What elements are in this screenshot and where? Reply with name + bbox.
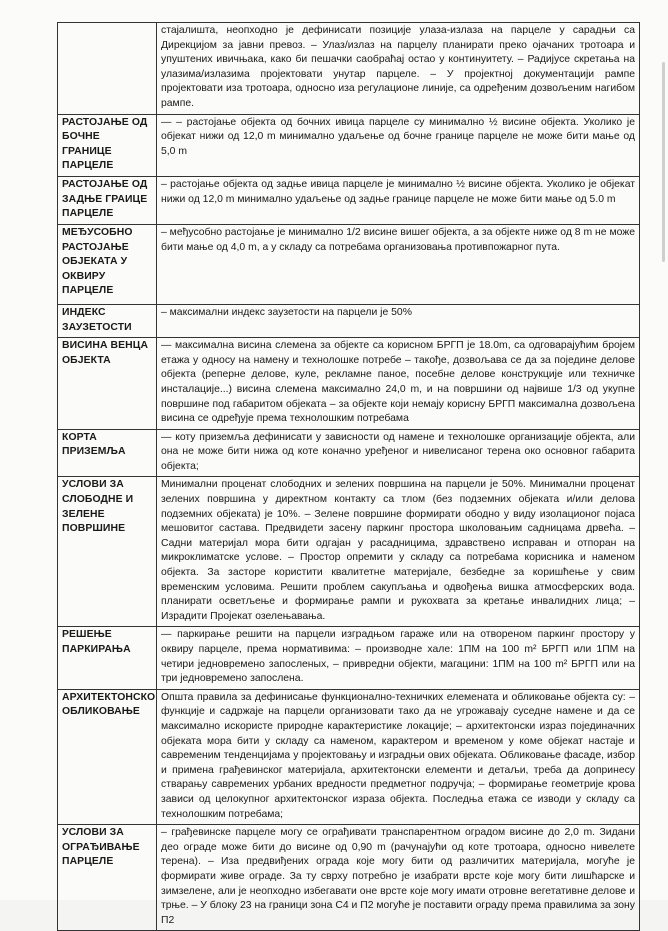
row-label: ИНДЕКС ЗАУЗЕТОСТИ bbox=[58, 304, 157, 337]
table-row bbox=[58, 689, 640, 824]
row-text: стајалишта, неопходно је дефинисати позиције улаза-излаза на парцеле у сарадњи са Дирекцијом за јавни превоз. – Улаз/излаз на парцелу планирати преко ојачаних тротоара и упуштених ивичњака, како би пешачки саобраћај остао у континуитету. – Радијусе скретања на улазима/излазима пројектовати унутар парцеле. – У пројектној документацији рампе пројектовати иза тротоара, односно иза регулационе линије, са одређеним дозвољеним нагибом рампе. bbox=[157, 23, 640, 115]
row-text: Општа правила за дефинисање функционално-техничких елемената и обликовање објекта су: – функције и садржаје на парцели организовати тако да не угрожавају суседне намене и да се максимално искористе природне карактеристике локације; – архитектонски израз појединачних објеката мора бити у складу са наменом, карактером и временом у коме објекат настаје и савременим тенденцијама у пројектовању и изградњи ових објеката. Обликовање фасаде, избор и примена грађевинског материјала, архитектонски елементи и детаљи, треба да допринесу стварању савремених урбаних вредности предметног подручја; – формирање геометрије крова зависи од целокупног архитектонског израза објекта. Последња етажа се изводи у складу са технолошким потребама; bbox=[157, 689, 640, 824]
row-label: УСЛОВИ ЗА СЛОБОДНЕ И ЗЕЛЕНЕ ПОВРШИНЕ bbox=[58, 477, 157, 627]
table-row bbox=[58, 429, 640, 477]
row-text: — коту приземља дефинисати у зависности од намене и технолошке организације објекта, али она не може бити нижа од коте коначно уређеног и нивелисаног терена око основног габарита објекта; bbox=[157, 429, 640, 477]
row-label: РАСТОЈАЊЕ ОД БОЧНЕ ГРАНИЦЕ ПАРЦЕЛЕ bbox=[58, 114, 157, 176]
row-label: ВИСИНА ВЕНЦА ОБЈЕКТА bbox=[58, 338, 157, 430]
table-row bbox=[58, 338, 640, 430]
table-row bbox=[58, 477, 640, 627]
row-label: МЕЂУСОБНО РАСТОЈАЊЕ ОБЈЕКАТА У ОКВИРУ ПАРЦЕЛЕ bbox=[58, 224, 157, 304]
row-label: КОРТА ПРИЗЕМЉА bbox=[58, 429, 157, 477]
table-row bbox=[58, 304, 640, 337]
table-row bbox=[58, 176, 640, 224]
table-row bbox=[58, 114, 640, 176]
scrollbar[interactable] bbox=[662, 62, 665, 262]
row-text: — – растојање објекта од бочних ивица парцеле су минимално ½ висине објекта. Уколико је објекат нижи од 12,0 m минимално удаљење од бочне границе парцеле не може бити мање од 5,0 m bbox=[157, 114, 640, 176]
row-text: – грађевинске парцеле могу се ограђивати транспарентном оградом висине до 2,0 m. Зидани део ограде може бити до висине од 0,90 m (рачунајући од коте тротоара, односно нивелете терена). – Иза предвиђених ограда које могу бити од различитих материјала, могуће је формирати живе ограде. За ту сврху потребно је изабрати врсте које могу бити лишћарске и зимзелене, али је неопходно избегавати оне врсте које могу имати отровне вегетативне делове и трње. – У блоку 23 на граници зона С4 и П2 могуће је поставити ограду према правилима за зону П2 bbox=[157, 825, 640, 931]
row-label: УСЛОВИ ЗА ОГРАЂИВАЊЕ ПАРЦЕЛЕ bbox=[58, 825, 157, 931]
rules-table bbox=[57, 22, 640, 931]
row-label bbox=[58, 23, 157, 115]
row-label: РАСТОЈАЊЕ ОД ЗАДЊЕ ГРАИЦЕ ПАРЦЕЛЕ bbox=[58, 176, 157, 224]
row-text: – растојање објекта од задње ивица парцеле је минимално ½ висине објекта. Уколико је објекат нижи од 12,0 m минимално удаљење од задње границе парцеле не може бити мање од 5.0 m bbox=[157, 176, 640, 224]
row-text: — максимална висина слемена за објекте са корисном БРГП је 18.0m, са одговарајућим бројем етажа у односу на намену и технолошке потребе – такође, дозвољава се да за поједине делове објекта (реперне делове, куле, рекламне панoe, посебне делове конструкције или техничке инсталације...) висина слемена максимално 24,0 m, и на површини од највише 1/3 од укупне површине под габаритом објеката – за објекте који немају корисну БРГП максимална дозвољена висина се одређује према технолошким потребама bbox=[157, 338, 640, 430]
row-text: — паркирање решити на парцели изградњом гараже или на отвореном паркинг простору у оквиру парцеле, према нормативима: – производне хале: 1ПМ на 100 m² БРГП или 1ПМ на четири једновремено запосленых, – привредни објекти, магацини: 1ПМ на 100 m² БРГП или на три једновремено запослена. bbox=[157, 627, 640, 689]
row-text: Минимални проценат слободних и зелених површина на парцели је 50%. Минимални проценат зелених површина у директном контакту са тлом (без подземних објеката и/или делова подземних објеката) је 10%. – Зелене површине формирати ободно у виду изолационог појаса мешовитог састава. Предвидети засену паркинг простора школовањим садницама дрвећа. – Садни материјал мора бити одгајан у расадницима, здравствено исправан и отпоран на микроклиматске услове. – Простор опремити у складу са потребама корисника и наменом објекта. За засторе користити квалитетне материјале, безбедне за коришћење у свим временским условима. Решити проблем сакупљања и одвођења вишка атмосферских вода. планирати осветљење и формирање рампи и рукохвата за кретање инвалидних лица; – Израдити Пројекат озелењавања. bbox=[157, 477, 640, 627]
row-label: АРХИТЕКТОНСКО ОБЛИКОВАЊЕ bbox=[58, 689, 157, 824]
table-row bbox=[58, 224, 640, 304]
row-label: РЕШЕЊЕ ПАРКИРАЊА bbox=[58, 627, 157, 689]
table-row bbox=[58, 23, 640, 115]
table-row bbox=[58, 627, 640, 689]
row-text: – међусобно растојање је минимално 1/2 висине вишег објекта, а за објекте ниже од 8 m не може бити мање од 4,0 m, а у складу са потребама организовања противпожарног пута. bbox=[157, 224, 640, 304]
row-text: – максимални индекс заузетости на парцели је 50% bbox=[157, 304, 640, 337]
table-row bbox=[58, 825, 640, 931]
